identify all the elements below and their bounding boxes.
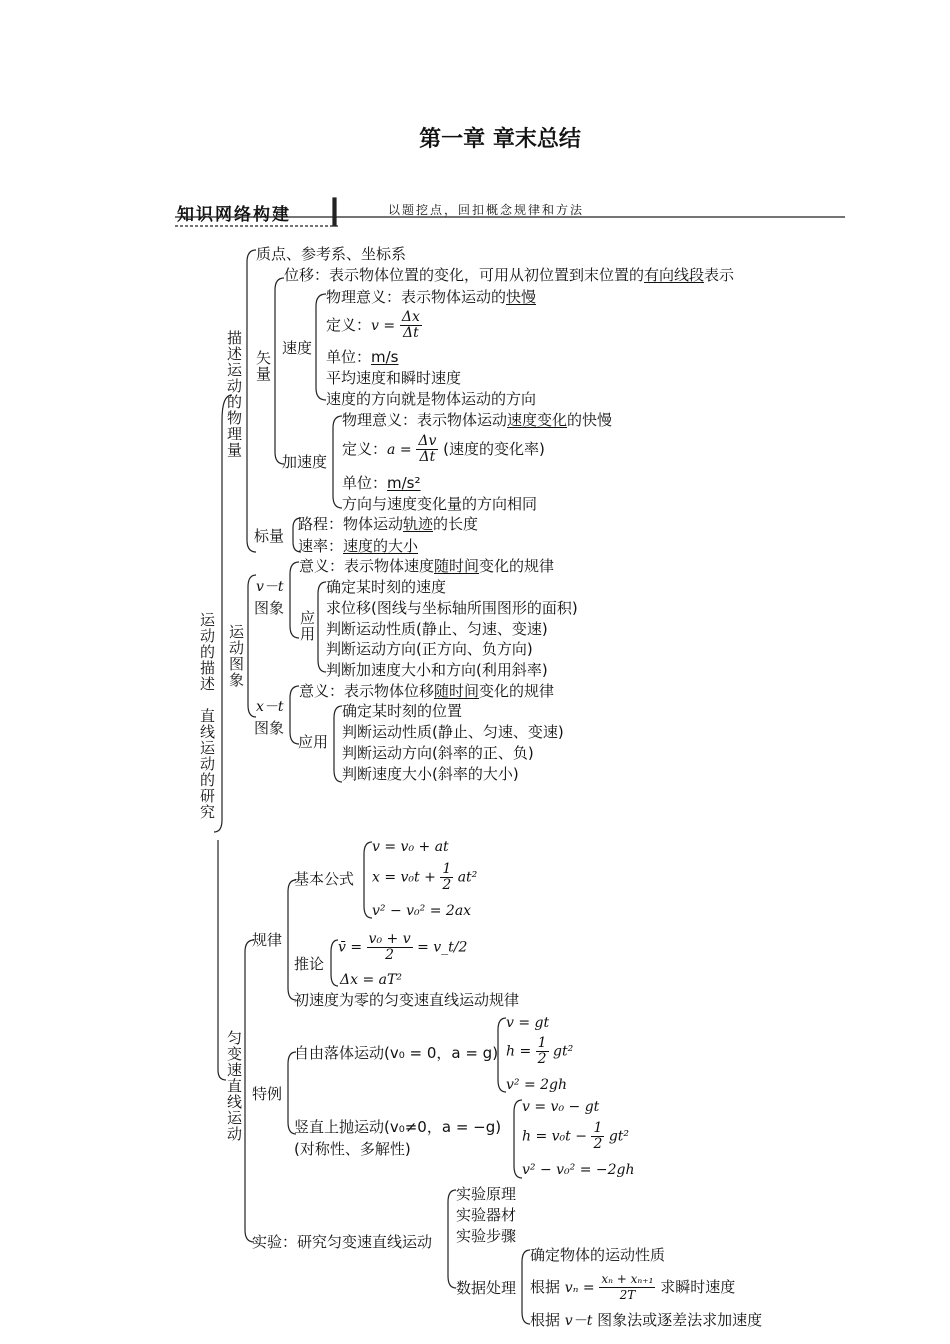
vt-meaning: 意义：表示物体速度随时间变化的规律 [299,557,555,575]
root-label: 运动的描述 直线运动的研究 [198,612,216,820]
lucheng-line: 路程：物体运动轨迹的长度 [298,515,479,533]
up-throw-note: (对称性、多解性) [294,1140,411,1158]
sudu-direction: 速度的方向就是物体运动的方向 [326,390,537,408]
jiasudu-meaning: 物理意义：表示物体运动速度变化的快慢 [342,411,613,429]
ff-h: h = $\frac{1}{2}$ gt² [506,1035,574,1067]
xt-apply-item: 确定某时刻的位置 [342,702,463,720]
xt-apply-item: 判断运动性质(静止、匀速、变速) [342,723,564,741]
vt-apply-item: 求位移(图线与坐标轴所围图形的面积) [326,599,578,617]
part3-label: 匀变速直线运动 [225,1030,243,1142]
ut-v: v = v₀ − gt [522,1099,600,1115]
vt-label-math: v－t [256,579,284,595]
sulv-line: 速率：速度的大小 [298,537,419,555]
data-processing-label: 数据处理 [456,1279,517,1297]
vt-apply-label: 应用 [298,610,316,642]
infer-delta-x: Δx = aT² [340,972,402,988]
special-label: 特例 [252,1085,283,1103]
vt-apply-item: 判断运动方向(正方向、负方向) [326,640,533,658]
experiment-item: 实验步骤 [456,1227,517,1245]
part2-label: 运动图象 [227,624,245,688]
ff-v2: v² = 2gh [506,1077,568,1093]
section-banner-title: 知识网络构建 [177,205,291,225]
experiment-label: 实验：研究匀变速直线运动 [252,1233,433,1251]
sudu-avg: 平均速度和瞬时速度 [326,369,462,387]
jiasudu-direction: 方向与速度变化量的方向相同 [342,495,538,513]
data-item: 确定物体的运动性质 [530,1246,666,1264]
infer-label: 推论 [294,955,325,973]
free-fall: 自由落体运动(v₀ = 0，a = g) [294,1044,499,1062]
formula-x: x = v₀t + $\frac{1}{2}$ at² [372,861,478,893]
zero-start-rule: 初速度为零的匀变速直线运动规律 [294,991,520,1009]
formula-v2: v² − v₀² = 2ax [372,903,472,919]
sudu-label: 速度 [282,339,313,357]
jiasudu-definition: 定义：a = $\frac{\Delta v}{\Delta t}$ (速度的变化率) [342,433,545,465]
xt-apply-item: 判断速度大小(斜率的大小) [342,765,519,783]
weiyi-line: 位移：表示物体位置的变化，可用从初位置到末位置的有向线段表示 [284,266,735,284]
xt-label-math: x－t [256,699,284,715]
vt-apply-item: 判断运动性质(静止、匀速、变速) [326,620,548,638]
xt-apply-item: 判断运动方向(斜率的正、负) [342,744,534,762]
rules-label: 规律 [252,931,283,949]
up-throw: 竖直上抛运动(v₀≠0，a = −g) [294,1118,502,1136]
data-item-instant-velocity: 根据 vₙ = $\frac{\text{xₙ + xₙ₊₁}}{2T}$ 求瞬时速度 [530,1272,736,1302]
ut-h: h = v₀t − $\frac{1}{2}$ gt² [522,1120,630,1152]
jiasudu-unit: 单位：m/s² [342,474,421,492]
vt-apply-item: 判断加速度大小和方向(利用斜率) [326,661,548,679]
jiasudu-label: 加速度 [282,453,328,471]
vt-apply-item: 确定某时刻的速度 [326,578,447,596]
vector-label: 矢量 [254,350,272,382]
experiment-item: 实验器材 [456,1206,517,1224]
section-banner-subtitle: 以题挖点，回扣概念规律和方法 [388,203,585,217]
ff-v: v = gt [506,1015,550,1031]
item-zhidian: 质点、参考系、坐标系 [256,245,407,263]
formula-v: v = v₀ + at [372,839,449,855]
page-title: 第一章 章末总结 [419,126,581,152]
xt-meaning: 意义：表示物体位移随时间变化的规律 [299,682,555,700]
experiment-item: 实验原理 [456,1185,517,1203]
ut-v2: v² − v₀² = −2gh [522,1162,635,1178]
xt-label: 图象 [254,719,285,737]
infer-avg-velocity: v̄ = $\frac{\text{v₀ + v}}{2}$ = v_t/2 [338,931,468,963]
sudu-meaning: 物理意义：表示物体运动的快慢 [326,288,537,306]
xt-apply-label: 应用 [298,733,329,751]
sudu-unit: 单位：m/s [326,348,399,366]
sudu-definition: 定义：v = $\frac{\Delta x}{\Delta t}$ [326,309,420,341]
part1-label: 描述运动的物理量 [225,330,243,458]
vt-label: 图象 [254,599,285,617]
basic-formula-label: 基本公式 [294,870,355,888]
data-item-acceleration: 根据 v－t 图象法或逐差法求加速度 [530,1311,763,1329]
scalar-label: 标量 [254,527,285,545]
